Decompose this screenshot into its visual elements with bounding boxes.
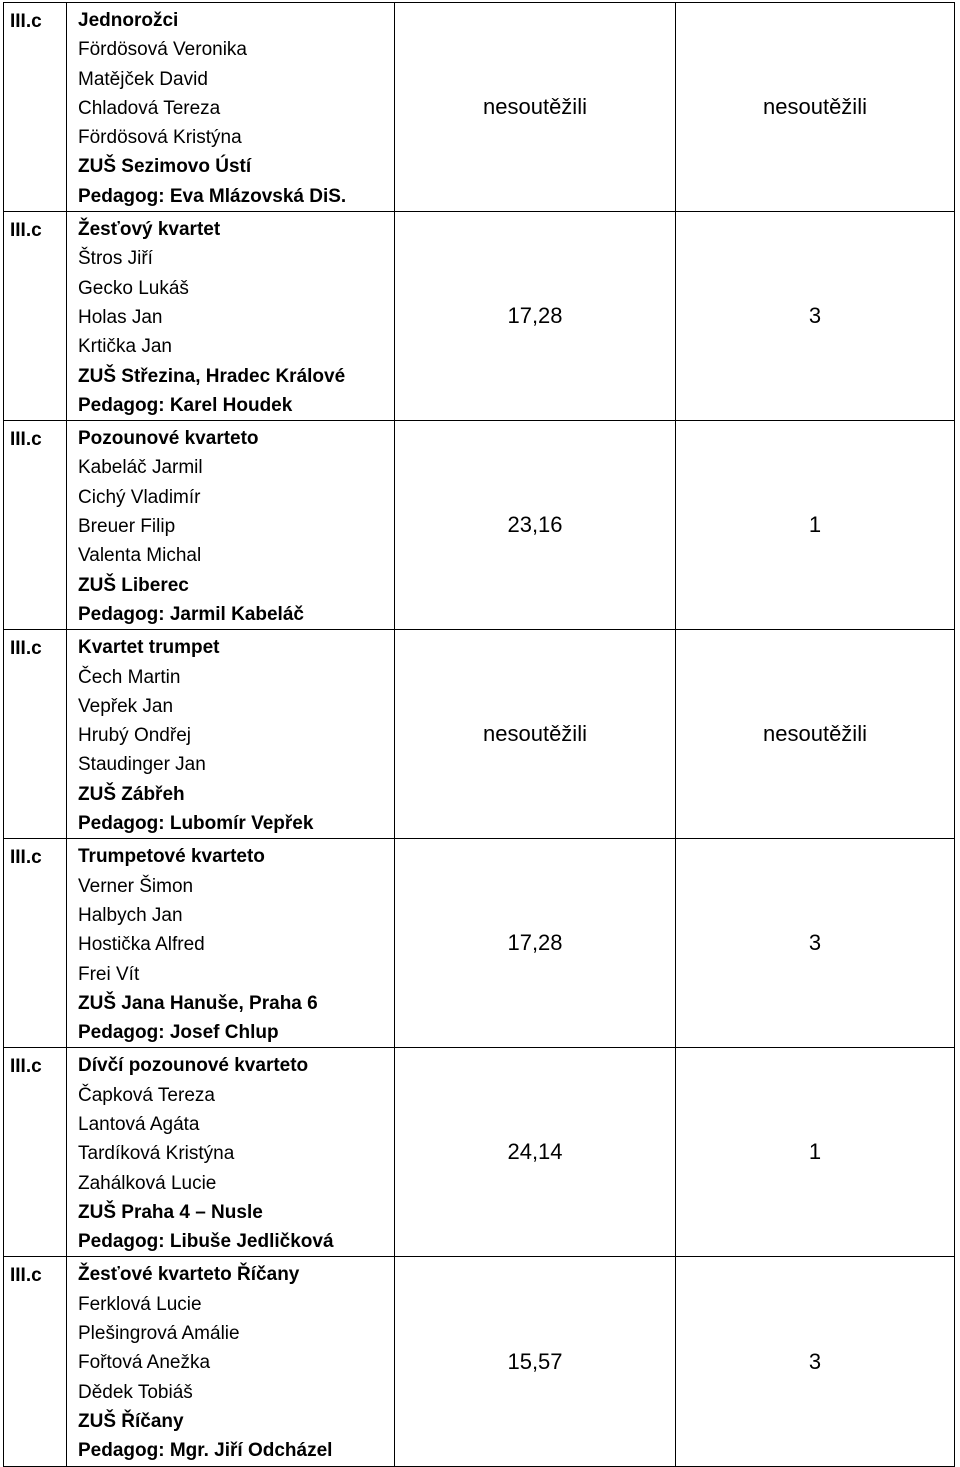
member-name: Valenta Michal <box>78 545 202 567</box>
score-cell: 23,16 <box>395 421 676 630</box>
member-name: Matějček David <box>78 68 208 90</box>
rank-cell: nesoutěžili <box>676 3 955 212</box>
category-cell: III.c <box>4 1048 67 1257</box>
ensemble-cell <box>67 1048 395 1257</box>
school-name: ZUŠ Praha 4 – Nusle <box>78 1201 263 1223</box>
member-name: Lantová Agáta <box>78 1113 200 1135</box>
ensemble-name: Kvartet trumpet <box>78 637 220 659</box>
rank-cell: 3 <box>676 212 955 421</box>
member-name: Čech Martin <box>78 666 181 688</box>
member-name: Zahálková Lucie <box>78 1172 217 1194</box>
table-row <box>4 1257 955 1466</box>
rank-cell: nesoutěžili <box>676 630 955 839</box>
member-name: Frei Vít <box>78 963 140 985</box>
member-name: Dědek Tobiáš <box>78 1381 193 1403</box>
ensemble-name: Pozounové kvarteto <box>78 428 259 450</box>
ensemble-cell <box>67 1257 395 1466</box>
school-name: ZUŠ Jana Hanuše, Praha 6 <box>78 992 318 1014</box>
category-cell: III.c <box>4 421 67 630</box>
member-name: Verner Šimon <box>78 875 194 897</box>
ensemble-name: Jednorožci <box>78 10 179 31</box>
rank-cell: 1 <box>676 421 955 630</box>
member-name: Tardíková Kristýna <box>78 1143 235 1165</box>
score-cell: 15,57 <box>395 1257 676 1466</box>
member-name: Chladová Tereza <box>78 97 221 119</box>
score-cell: nesoutěžili <box>395 630 676 839</box>
school-name: ZUŠ Říčany <box>78 1410 184 1432</box>
score-cell: 17,28 <box>395 212 676 421</box>
teacher-name: Pedagog: Mgr. Jiří Odcházel <box>78 1440 333 1462</box>
ensemble-cell <box>67 630 395 839</box>
member-name: Gecko Lukáš <box>78 277 189 299</box>
ensemble-cell <box>67 3 395 212</box>
member-name: Cichý Vladimír <box>78 486 201 508</box>
member-name: Holas Jan <box>78 306 163 328</box>
table-row <box>4 630 955 839</box>
member-name: Štros Jiří <box>78 248 153 270</box>
category-cell: III.c <box>4 630 67 839</box>
ensemble-cell <box>67 421 395 630</box>
ensemble-name: Žesťové kvarteto Říčany <box>78 1264 300 1286</box>
rank-cell: 3 <box>676 839 955 1048</box>
teacher-name: Pedagog: Josef Chlup <box>78 1022 279 1044</box>
score-cell: 17,28 <box>395 839 676 1048</box>
teacher-name: Pedagog: Eva Mlázovská DiS. <box>78 185 347 207</box>
table-row <box>4 212 955 421</box>
school-name: ZUŠ Sezimovo Ústí <box>78 156 252 178</box>
member-name: Plešingrová Amálie <box>78 1323 240 1345</box>
member-name: Hostička Alfred <box>78 934 205 956</box>
ensemble-name: Dívčí pozounové kvarteto <box>78 1055 309 1077</box>
teacher-name: Pedagog: Libuše Jedličková <box>78 1231 334 1253</box>
category-cell: III.c <box>4 3 67 212</box>
rank-cell: 1 <box>676 1048 955 1257</box>
member-name: Staudinger Jan <box>78 754 206 776</box>
member-name: Breuer Filip <box>78 516 176 538</box>
member-name: Fořtová Anežka <box>78 1352 211 1374</box>
member-name: Hrubý Ondřej <box>78 725 191 747</box>
ensemble-cell <box>67 839 395 1048</box>
table-row <box>4 1048 955 1257</box>
table-row <box>4 3 955 212</box>
table-row <box>4 421 955 630</box>
rank-cell: 3 <box>676 1257 955 1466</box>
member-name: Ferklová Lucie <box>78 1293 202 1315</box>
teacher-name: Pedagog: Karel Houdek <box>78 394 293 416</box>
member-name: Fördösová Kristýna <box>78 127 242 149</box>
member-name: Kabeláč Jarmil <box>78 457 203 479</box>
results-table <box>3 2 955 1467</box>
teacher-name: Pedagog: Jarmil Kabeláč <box>78 603 304 625</box>
school-name: ZUŠ Liberec <box>78 574 189 596</box>
category-cell: III.c <box>4 839 67 1048</box>
category-cell: III.c <box>4 1257 67 1466</box>
category-cell: III.c <box>4 212 67 421</box>
ensemble-name: Žesťový kvartet <box>78 219 221 241</box>
member-name: Čapková Tereza <box>78 1084 215 1106</box>
results-body <box>4 3 955 1467</box>
school-name: ZUŠ Zábřeh <box>78 783 185 805</box>
teacher-name: Pedagog: Lubomír Vepřek <box>78 813 314 835</box>
score-cell: nesoutěžili <box>395 3 676 212</box>
member-name: Krtička Jan <box>78 336 172 358</box>
table-row <box>4 839 955 1048</box>
score-cell: 24,14 <box>395 1048 676 1257</box>
member-name: Vepřek Jan <box>78 695 174 717</box>
ensemble-name: Trumpetové kvarteto <box>78 846 265 868</box>
member-name: Fördösová Veronika <box>78 39 247 61</box>
ensemble-cell <box>67 212 395 421</box>
school-name: ZUŠ Střezina, Hradec Králové <box>78 365 346 387</box>
member-name: Halbych Jan <box>78 904 183 926</box>
